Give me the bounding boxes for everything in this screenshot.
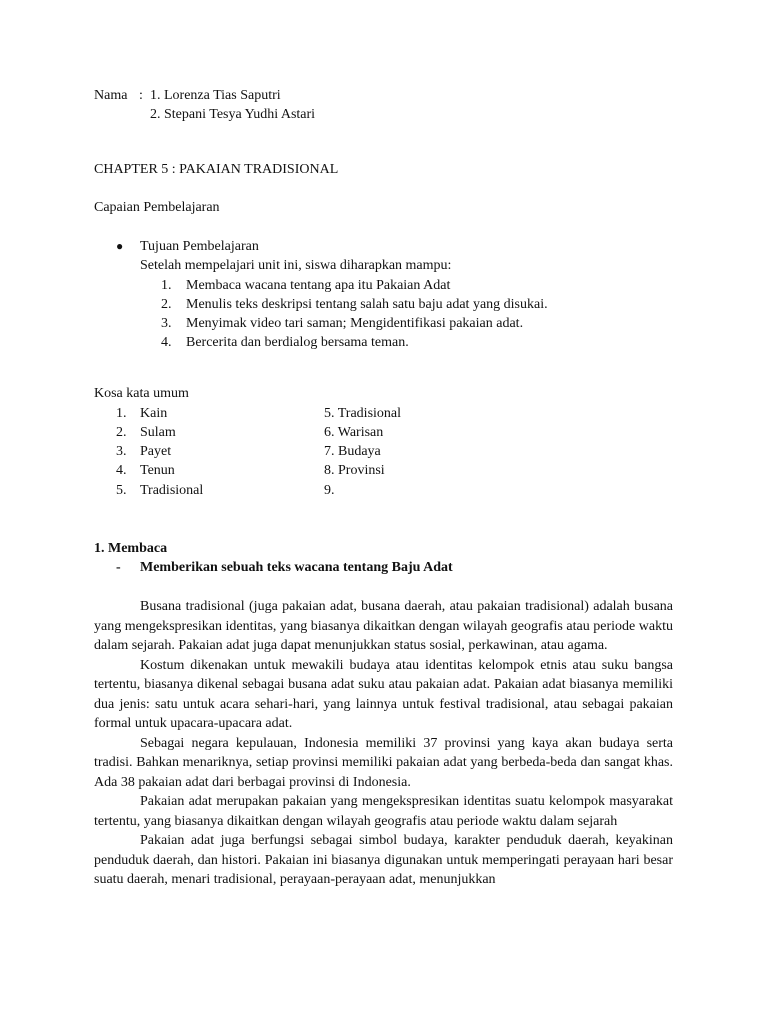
list-item: 8. Provinsi [324,463,385,478]
subheading: Memberikan sebuah teks wacana tentang Baju Adat [140,560,453,575]
list-item: Bercerita dan berdialog bersama teman. [186,335,409,350]
bullet-icon: ● [116,239,124,253]
list-item-number: 2. [116,425,127,440]
tujuan-title: Tujuan Pembelajaran [140,239,259,254]
nama-separator: : [139,88,143,103]
nama-label: Nama [94,88,128,103]
list-item: 9. [324,483,335,498]
list-item: 7. Budaya [324,444,381,459]
list-item: Kain [140,406,168,421]
paragraph: Sebagai negara kepulauan, Indonesia memiliki 37 provinsi yang kaya akan budaya serta tradisi. Bahkan menariknya, setiap provinsi memiliki pakaian adat yang berbeda-beda dan sangat khas. Ada 38 pakaian adat dari berbagai provinsi di Indonesia. [94,735,673,790]
capaian-heading: Capaian Pembelajaran [94,200,220,215]
list-item-number: 4. [116,463,127,478]
dash-marker: - [116,560,121,575]
student-name-2: 2. Stepani Tesya Yudhi Astari [150,107,316,122]
paragraph: Kostum dikenakan untuk mewakili budaya atau identitas kelompok etnis atau suku bangsa tertentu, biasanya dikenal sebagai busana adat suku atau pakaian adat. Pakaian adat biasanya memiliki dua jenis: satu untuk acara sehari-hari, yang lainnya untuk festival tradisional, atau sebagai pakaian formal untuk upacara-upacara adat. [94,657,673,731]
paragraph: Pakaian adat juga berfungsi sebagai simbol budaya, karakter penduduk daerah, keyakinan penduduk daerah, dan histori. Pakaian ini biasanya digunakan untuk memperingati perayaan hari besar suatu daerah, menari tradisional, perayaan-perayaan adat, menunjukkan [94,833,673,887]
list-item: Sulam [140,425,176,440]
kosa-kata-title: Kosa kata umum [94,386,189,401]
list-item: Menulis teks deskripsi tentang salah satu baju adat yang disukai. [186,297,548,312]
student-name-1: 1. Lorenza Tias Saputri [150,88,281,103]
chapter-title: CHAPTER 5 : PAKAIAN TRADISIONAL [94,162,339,177]
list-item-number: 1. [116,406,127,421]
list-item: Tenun [140,463,175,478]
paragraph: Busana tradisional (juga pakaian adat, busana daerah, atau pakaian tradisional) adalah busana yang mengekspresikan identitas, yang biasanya dikaitkan dengan wilayah geografis atau periode waktu dalam sejarah. Pakaian adat juga dapat menunjukkan status sosial, perkawinan, atau agama. [94,599,673,653]
list-item-number: 4. [161,335,172,350]
list-item-number: 3. [116,444,127,459]
list-item-number: 1. [161,278,172,293]
list-item-number: 2. [161,297,172,312]
list-item-number: 3. [161,316,172,331]
list-item: 5. Tradisional [324,406,402,421]
reading-text [94,597,673,890]
list-item: 6. Warisan [324,425,384,440]
tujuan-intro: Setelah mempelajari unit ini, siswa diharapkan mampu: [140,258,452,273]
list-item: Menyimak video tari saman; Mengidentifikasi pakaian adat. [186,316,524,331]
paragraph: Pakaian adat merupakan pakaian yang mengekspresikan identitas suatu kelompok masyarakat tertentu, yang biasanya dikaitkan dengan wilayah geografis atau periode waktu dalam sejarah [94,794,673,829]
list-item: Payet [140,444,172,459]
section-heading-membaca: 1. Membaca [94,541,168,556]
list-item: Tradisional [140,483,204,498]
list-item: Membaca wacana tentang apa itu Pakaian Adat [186,278,451,293]
list-item-number: 5. [116,483,127,498]
